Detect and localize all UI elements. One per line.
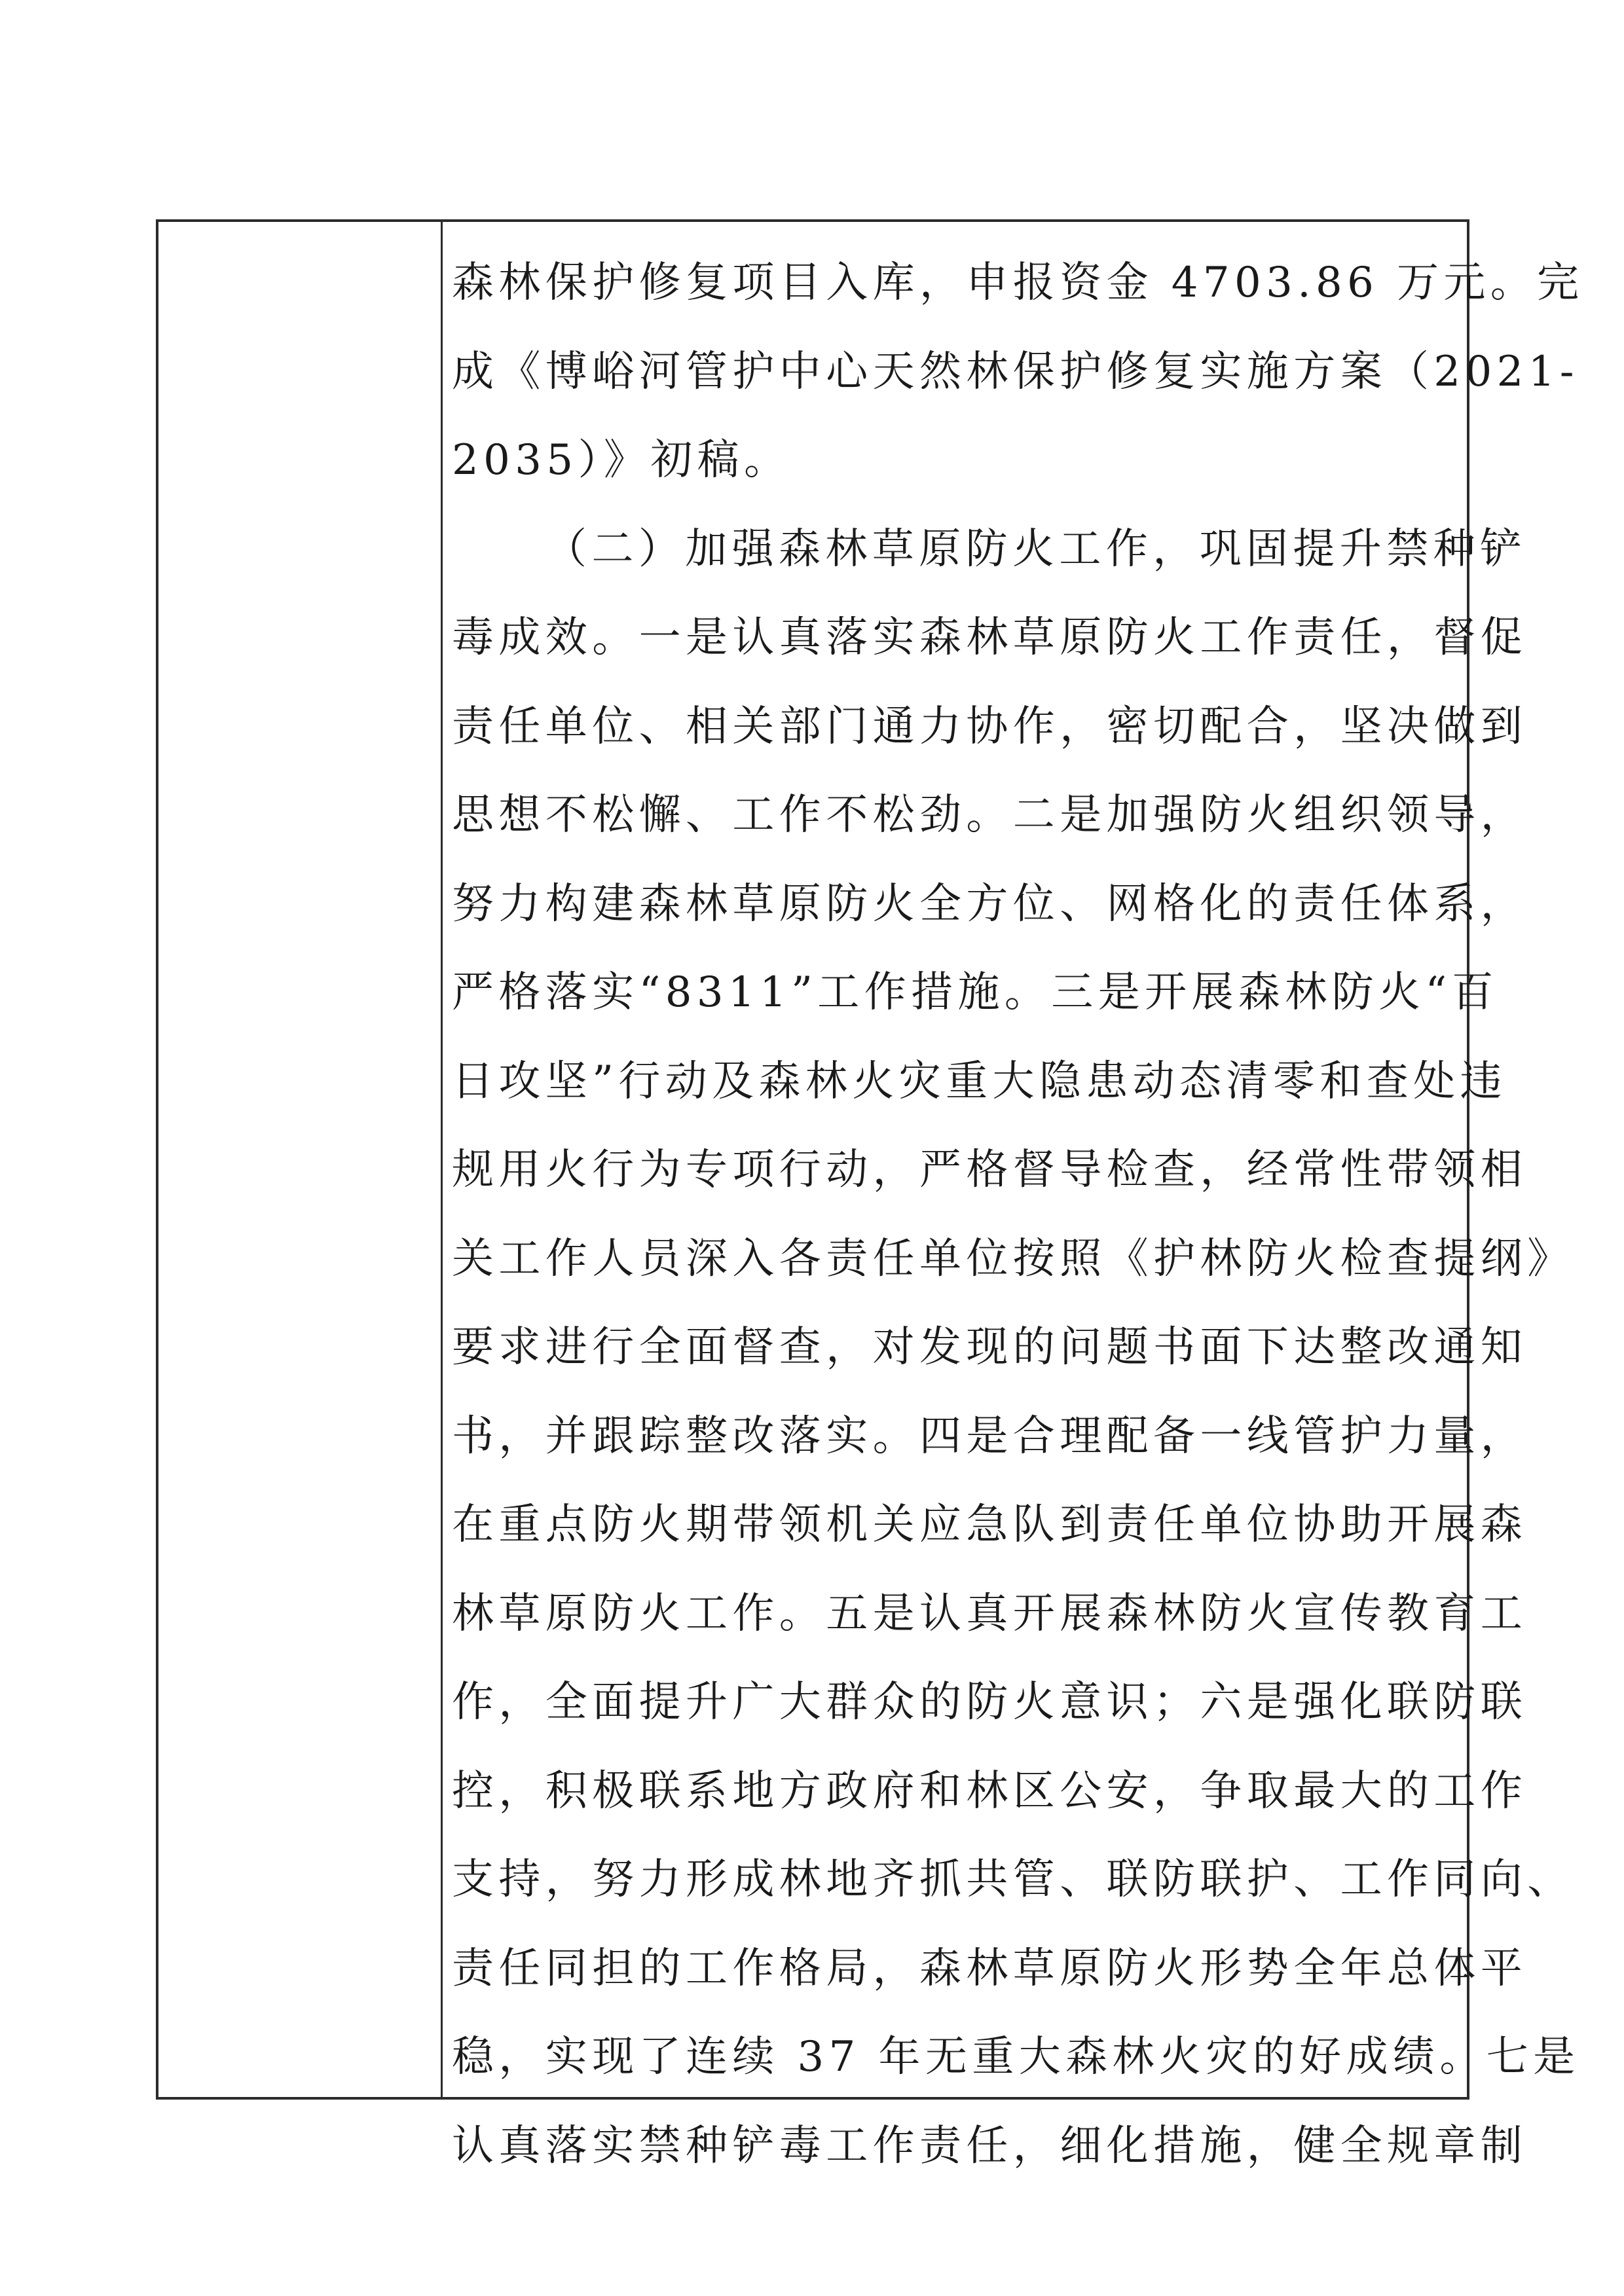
form-table <box>156 219 1584 2170</box>
text-line: 严格落实“8311”工作措施。三是开展森林防火“百 <box>452 968 1499 1017</box>
text-line: 关工作人员深入各责任单位按照《护林防火检查提纲》 <box>452 1234 1574 1283</box>
text-line: 林草原防火工作。五是认真开展森林防火宣传教育工 <box>452 1589 1528 1638</box>
text-line: 日攻坚”行动及森林火灾重大隐患动态清零和查处违 <box>452 1057 1507 1106</box>
text-line: 2035）》初稿。 <box>452 436 791 484</box>
text-line: 毒成效。一是认真落实森林草原防火工作责任，督促 <box>452 613 1528 662</box>
text-line: 努力构建森林草原防火全方位、网格化的责任体系， <box>452 879 1528 928</box>
table-label-cell <box>158 222 443 2097</box>
text-line: 规用火行为专项行动，严格督导检查，经常性带领相 <box>452 1146 1528 1194</box>
text-line: 支持，努力形成林地齐抓共管、联防联护、工作同向、 <box>452 1855 1574 1904</box>
table-content-cell <box>443 222 1584 2170</box>
text-line: 责任单位、相关部门通力协作，密切配合，坚决做到 <box>452 702 1528 751</box>
text-line: 书，并跟踪整改落实。四是合理配备一线管护力量， <box>452 1412 1528 1461</box>
paragraph-fire-prevention <box>452 505 1580 2191</box>
text-line: 责任同担的工作格局，森林草原防火形势全年总体平 <box>452 1944 1528 1993</box>
text-line: 在重点防火期带领机关应急队到责任单位协助开展森 <box>452 1501 1528 1549</box>
text-line: 稳，实现了连续 37 年无重大森林火灾的好成绩。七是 <box>452 2033 1580 2081</box>
text-line: 认真落实禁种铲毒工作责任，细化措施，健全规章制 <box>452 2121 1528 2170</box>
text-line: 控，积极联系地方政府和林区公安，争取最大的工作 <box>452 1766 1528 1815</box>
text-line: 要求进行全面督查，对发现的问题书面下达整改通知 <box>452 1323 1528 1372</box>
text-line: （二）加强森林草原防火工作，巩固提升禁种铲 <box>545 524 1527 574</box>
paragraph-project-funding <box>452 239 1584 505</box>
text-line: 思想不松懈、工作不松劲。二是加强防火组织领导， <box>452 791 1528 839</box>
text-line: 森林保护修复项目入库，申报资金 4703.86 万元。完 <box>452 259 1584 307</box>
text-line: 作，全面提升广大群众的防火意识；六是强化联防联 <box>452 1678 1528 1726</box>
text-line: 成《博峪河管护中心天然林保护修复实施方案（2021- <box>452 347 1579 396</box>
